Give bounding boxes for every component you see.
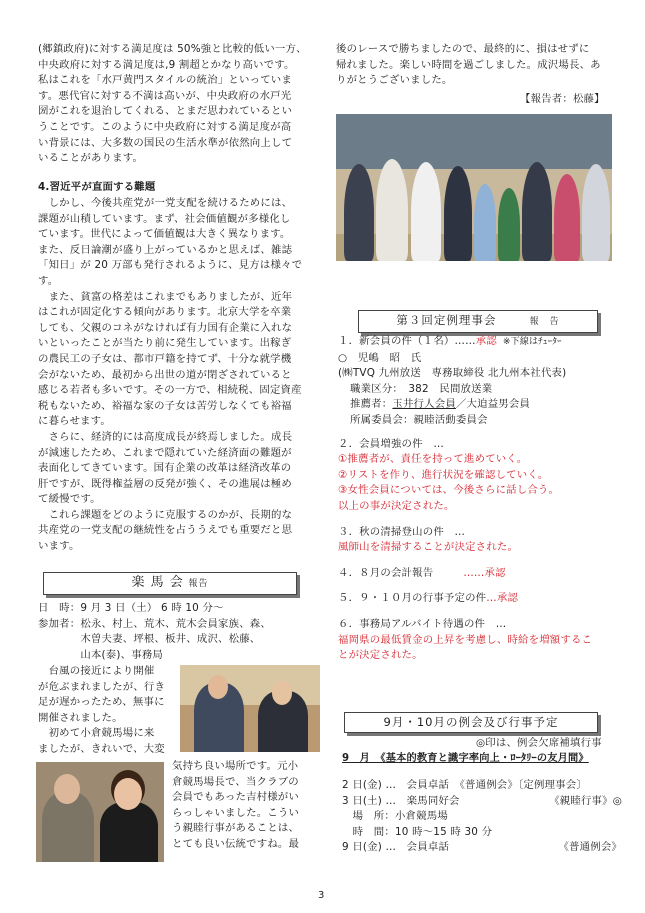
group-person-3	[411, 162, 441, 261]
reporter-label: 【報告者：松藤】	[520, 93, 605, 105]
photo-woman-head	[114, 778, 142, 810]
photo-man-and-woman	[36, 762, 164, 862]
schedule-row: 9 日(金) … 会員卓話 《普通例会》	[342, 841, 622, 854]
schedule-note: ◎印は、例会欠席補填行事	[476, 737, 602, 749]
right-intro-text: 後のレースで勝ちましたので、最終的に、損はせずに 帰れました。楽しい時間を過ごしました。成沢場長、あ りがとうございました。	[336, 43, 601, 87]
group-person-4	[444, 166, 472, 261]
group-person-9	[582, 164, 610, 261]
schedule-row: 時 間：10 時～15 時 30 分	[342, 825, 493, 838]
riji-item-4: ４．８月の会計報告 ……承認	[338, 566, 506, 579]
schedule-month-line: 9 月 《基本的教育と識字率向上・ﾛｰﾀﾘｰの友月間》	[342, 753, 589, 764]
schedule-section-header: 9月・10月の例会及び行事予定	[344, 712, 598, 733]
photo-two-men	[180, 665, 320, 752]
schedule-row: 3 日(土) … 楽馬同好会 《親睦行事》◎	[342, 794, 622, 807]
group-person-2	[376, 159, 408, 261]
photo-woman	[100, 802, 158, 862]
schedule-rows	[342, 778, 622, 856]
schedule-row: 場 所：小倉競馬場	[342, 810, 448, 823]
riji-recommenders: 推薦者：玉井行人会員／大迫益男会員	[350, 398, 531, 411]
rakuba-body-2: 気持ち良い場所です。元小 倉競馬場長で、当クラブの 会員でもあった吉村様がい らっしゃいました。こうい う親睦行事があることは、 とても良い伝統ですね。最	[172, 760, 300, 850]
riji-item-5: ５．９・１０月の行事予定の件…承認	[338, 592, 519, 605]
group-person-5	[474, 184, 496, 261]
rakuba-details: 日 時：9 月 3 日（土） 6 時 10 分～ 参加者：松永、村上、荒木、荒木会員家族、森、 木曽夫妻、坪根、板井、成沢、松藤、 山本(泰)、事務局	[38, 602, 271, 661]
group-person-8	[554, 174, 580, 261]
section-4-heading: 4.習近平が直面する難題	[38, 181, 156, 193]
photo-man-left-head	[208, 675, 228, 699]
photo-older-man-head	[54, 774, 80, 804]
photo-man-right-head	[272, 681, 292, 705]
left-intro-text: (郷鎮政府)に対する満足度は 50%強と比較的低い一方、 中央政府に対する満足度は,9 割超とかなり高いです。 私はこれを「水戸黄門スタイルの統治」といっていま す。悪代官に対する不満は高いが、中央政府の水戸光 圀がこれを退治してくれる、とまだ思われているとい うことです。このように中央政府に対する満足度が高 い背景には、大多数の国民の生活水準が依然向上して いることがあります。	[38, 43, 307, 165]
rakuba-section-header: 楽 馬 会 報告	[43, 572, 297, 595]
group-photo-wall	[336, 114, 612, 169]
group-photo	[336, 114, 612, 261]
group-person-7	[522, 162, 552, 261]
riji-item-1: １．新会員の件（１名）……承認 ※下線はﾁｭｰﾀｰ	[338, 335, 562, 347]
riji-section-header: 第３回定例理事会 報 告	[358, 310, 598, 333]
schedule-row: 2 日(金) … 会員卓話 《普通例会》〔定例理事会〕	[342, 779, 587, 791]
riji-items: １．新会員の件（１名）……承認 ※下線はﾁｭｰﾀｰ ○ 児嶋 昭 氏 (㈱TVQ 九州放送 専務取締役 北九州本社代表) 職業区分： 382 民間放送業 推薦者：玉井行人会員／大迫益男会員 所属委員会：親睦活動委員会 ２．会員増強の件 … ①推薦者が、責任を持って進めていく。 ②リストを作り、進行状況を確認していく。 ③女性会員については、今後さらに話し合う。 以上の事が決定された。 ３．秋の清掃登山の件 … 風師山を清掃することが決定された。 ４．８月の会計報告 ……承認 ５．９・１０月の行事予定の件…承認 ６．事務局アルバイト待遇の件 … 福岡県の最低賃金の上昇を考慮し、時給を増額するこ とが決定された。	[338, 334, 626, 664]
group-person-1	[344, 164, 374, 261]
group-person-6	[498, 188, 520, 261]
page-number: 3	[318, 890, 325, 901]
section-4-body: しかし、今後共産党が一党支配を続けるためには、 課題が山積しています。まず、社会価値観が多様化し ています。世代によって価値観は大きく異なります。 また、反日論潮が盛り上がっているかと思えば、雑誌 「知日」が 20 万部も発行されるように、見方は様々で す。 また、貧富の格差はこれまでもありましたが、近年 はこれが固定化する傾向があります。北京大学を卒業 しても、父親のコネがなければ有力国有企業に入れな いといったことが当たり前に発生しています。出稼ぎ の農民工の子女は、都市戸籍を持てず、十分な就学機 会がないため、最初から出世の道が閉ざされていると 感じる若者も多いです。その一方で、相続税、固定資産 税もないため、裕福な家の子女は苦労しなくても裕福 に暮らせます。 さらに、経済的には高度成長が終焉しました。成長 が減速したため、これまで隠れていた経済面の難題が 表面化してきています。国有企業の改革は経済改革の 肝ですが、既得権益層の反発が強く、その進展は極め て緩慢です。 これら課題をどのように克服するのかが、長期的な 共産党の一党支配の継続性を占ううえでも重要だと思 います。	[38, 197, 303, 553]
rakuba-body-1: 台風の接近により開催 が危ぶまれましたが、行き 足が遅かったため、無事に 開催されました。 初めて小倉競馬場に来 ましたが、きれいで、大変	[38, 665, 166, 755]
